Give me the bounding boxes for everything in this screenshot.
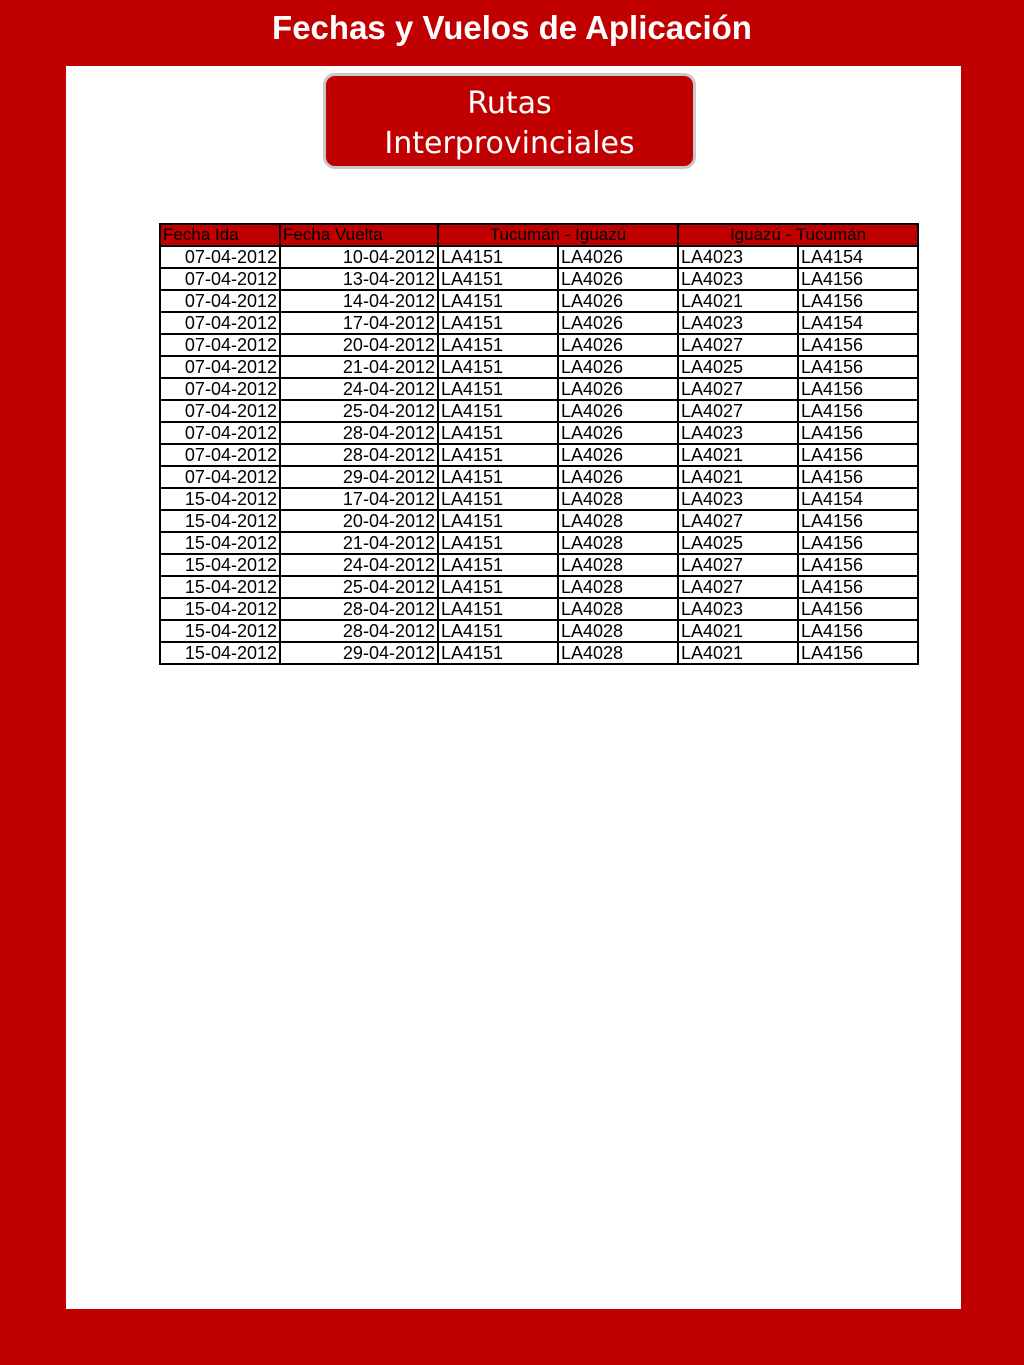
flights-table <box>159 223 919 665</box>
cell-fecha-vuelta: 14-04-2012 <box>280 290 438 312</box>
cell-vuelo-vuelta-1: LA4023 <box>678 312 798 334</box>
cell-fecha-ida: 15-04-2012 <box>160 598 280 620</box>
cell-vuelo-vuelta-1: LA4023 <box>678 246 798 268</box>
cell-fecha-ida: 07-04-2012 <box>160 312 280 334</box>
cell-vuelo-vuelta-2: LA4156 <box>798 598 918 620</box>
table-row <box>160 598 918 620</box>
cell-vuelo-vuelta-2: LA4154 <box>798 312 918 334</box>
cell-vuelo-ida-2: LA4026 <box>558 356 678 378</box>
header-tucuman-iguazu: Tucumán - Iguazú <box>438 224 678 246</box>
cell-fecha-ida: 15-04-2012 <box>160 620 280 642</box>
cell-vuelo-vuelta-2: LA4154 <box>798 488 918 510</box>
cell-vuelo-vuelta-2: LA4156 <box>798 532 918 554</box>
cell-vuelo-ida-2: LA4026 <box>558 268 678 290</box>
cell-vuelo-ida-1: LA4151 <box>438 444 558 466</box>
cell-vuelo-ida-2: LA4026 <box>558 312 678 334</box>
cell-fecha-vuelta: 28-04-2012 <box>280 422 438 444</box>
cell-vuelo-ida-2: LA4028 <box>558 642 678 664</box>
cell-vuelo-ida-1: LA4151 <box>438 532 558 554</box>
cell-vuelo-ida-1: LA4151 <box>438 246 558 268</box>
cell-vuelo-vuelta-2: LA4156 <box>798 444 918 466</box>
cell-vuelo-ida-2: LA4026 <box>558 334 678 356</box>
route-badge-line2: Interprovinciales <box>384 126 635 161</box>
table-row <box>160 334 918 356</box>
cell-vuelo-ida-2: LA4026 <box>558 290 678 312</box>
cell-fecha-vuelta: 25-04-2012 <box>280 400 438 422</box>
table-row <box>160 532 918 554</box>
cell-fecha-ida: 15-04-2012 <box>160 554 280 576</box>
header-iguazu-tucuman: Iguazú - Tucumán <box>678 224 918 246</box>
header-fecha-vuelta: Fecha Vuelta <box>280 224 438 246</box>
content-panel <box>66 66 961 1309</box>
cell-vuelo-ida-2: LA4028 <box>558 554 678 576</box>
table-header-row <box>160 224 918 246</box>
table-row <box>160 268 918 290</box>
cell-vuelo-ida-1: LA4151 <box>438 268 558 290</box>
table-row <box>160 576 918 598</box>
cell-fecha-ida: 07-04-2012 <box>160 444 280 466</box>
cell-vuelo-vuelta-1: LA4027 <box>678 334 798 356</box>
cell-vuelo-vuelta-1: LA4023 <box>678 598 798 620</box>
cell-fecha-ida: 07-04-2012 <box>160 400 280 422</box>
cell-fecha-ida: 07-04-2012 <box>160 422 280 444</box>
cell-vuelo-vuelta-2: LA4154 <box>798 246 918 268</box>
cell-fecha-ida: 15-04-2012 <box>160 576 280 598</box>
cell-vuelo-ida-1: LA4151 <box>438 378 558 400</box>
header-fecha-ida: Fecha Ida <box>160 224 280 246</box>
cell-vuelo-ida-2: LA4026 <box>558 466 678 488</box>
cell-vuelo-vuelta-1: LA4027 <box>678 510 798 532</box>
cell-fecha-vuelta: 28-04-2012 <box>280 444 438 466</box>
cell-vuelo-ida-2: LA4026 <box>558 246 678 268</box>
route-badge <box>323 73 696 169</box>
cell-vuelo-vuelta-2: LA4156 <box>798 290 918 312</box>
cell-fecha-vuelta: 17-04-2012 <box>280 312 438 334</box>
cell-vuelo-ida-1: LA4151 <box>438 554 558 576</box>
cell-vuelo-vuelta-2: LA4156 <box>798 642 918 664</box>
cell-fecha-vuelta: 21-04-2012 <box>280 356 438 378</box>
cell-fecha-vuelta: 24-04-2012 <box>280 378 438 400</box>
cell-vuelo-ida-2: LA4026 <box>558 422 678 444</box>
table-row <box>160 620 918 642</box>
cell-fecha-ida: 07-04-2012 <box>160 246 280 268</box>
cell-fecha-vuelta: 21-04-2012 <box>280 532 438 554</box>
table-row <box>160 422 918 444</box>
cell-fecha-ida: 15-04-2012 <box>160 532 280 554</box>
cell-vuelo-vuelta-2: LA4156 <box>798 510 918 532</box>
cell-vuelo-ida-2: LA4028 <box>558 532 678 554</box>
cell-vuelo-vuelta-1: LA4021 <box>678 444 798 466</box>
cell-vuelo-vuelta-1: LA4027 <box>678 554 798 576</box>
cell-fecha-ida: 15-04-2012 <box>160 510 280 532</box>
table-body <box>160 246 918 664</box>
cell-vuelo-vuelta-2: LA4156 <box>798 466 918 488</box>
table-row <box>160 554 918 576</box>
cell-vuelo-vuelta-1: LA4025 <box>678 356 798 378</box>
cell-fecha-ida: 15-04-2012 <box>160 488 280 510</box>
cell-vuelo-vuelta-2: LA4156 <box>798 334 918 356</box>
cell-vuelo-ida-1: LA4151 <box>438 510 558 532</box>
cell-vuelo-vuelta-2: LA4156 <box>798 422 918 444</box>
cell-fecha-vuelta: 25-04-2012 <box>280 576 438 598</box>
cell-vuelo-ida-1: LA4151 <box>438 576 558 598</box>
cell-vuelo-ida-1: LA4151 <box>438 356 558 378</box>
cell-fecha-vuelta: 29-04-2012 <box>280 466 438 488</box>
table-row <box>160 488 918 510</box>
cell-vuelo-vuelta-1: LA4023 <box>678 268 798 290</box>
cell-vuelo-ida-2: LA4028 <box>558 620 678 642</box>
cell-fecha-ida: 07-04-2012 <box>160 334 280 356</box>
table-row <box>160 642 918 664</box>
table-row <box>160 246 918 268</box>
cell-vuelo-ida-1: LA4151 <box>438 620 558 642</box>
cell-vuelo-vuelta-1: LA4027 <box>678 378 798 400</box>
cell-fecha-vuelta: 24-04-2012 <box>280 554 438 576</box>
cell-fecha-ida: 15-04-2012 <box>160 642 280 664</box>
page-title: Fechas y Vuelos de Aplicación <box>272 9 752 46</box>
cell-fecha-ida: 07-04-2012 <box>160 378 280 400</box>
cell-vuelo-vuelta-1: LA4021 <box>678 642 798 664</box>
cell-vuelo-vuelta-1: LA4027 <box>678 400 798 422</box>
cell-vuelo-vuelta-1: LA4027 <box>678 576 798 598</box>
cell-fecha-vuelta: 29-04-2012 <box>280 642 438 664</box>
cell-vuelo-ida-2: LA4026 <box>558 400 678 422</box>
table-row <box>160 400 918 422</box>
route-badge-line1: Rutas <box>467 86 552 121</box>
cell-fecha-ida: 07-04-2012 <box>160 466 280 488</box>
cell-vuelo-vuelta-1: LA4021 <box>678 620 798 642</box>
cell-fecha-vuelta: 13-04-2012 <box>280 268 438 290</box>
cell-vuelo-ida-2: LA4028 <box>558 576 678 598</box>
cell-vuelo-ida-1: LA4151 <box>438 312 558 334</box>
cell-vuelo-vuelta-1: LA4021 <box>678 466 798 488</box>
cell-vuelo-vuelta-1: LA4023 <box>678 422 798 444</box>
cell-vuelo-ida-2: LA4028 <box>558 598 678 620</box>
cell-fecha-vuelta: 28-04-2012 <box>280 620 438 642</box>
table-row <box>160 378 918 400</box>
cell-vuelo-vuelta-2: LA4156 <box>798 554 918 576</box>
cell-fecha-ida: 07-04-2012 <box>160 356 280 378</box>
cell-vuelo-vuelta-1: LA4023 <box>678 488 798 510</box>
cell-vuelo-ida-1: LA4151 <box>438 488 558 510</box>
cell-vuelo-ida-1: LA4151 <box>438 598 558 620</box>
cell-vuelo-ida-2: LA4026 <box>558 444 678 466</box>
cell-vuelo-ida-1: LA4151 <box>438 642 558 664</box>
cell-fecha-vuelta: 28-04-2012 <box>280 598 438 620</box>
cell-fecha-vuelta: 20-04-2012 <box>280 334 438 356</box>
cell-vuelo-ida-1: LA4151 <box>438 400 558 422</box>
table-row <box>160 510 918 532</box>
cell-vuelo-vuelta-2: LA4156 <box>798 400 918 422</box>
cell-vuelo-ida-2: LA4028 <box>558 510 678 532</box>
cell-vuelo-ida-1: LA4151 <box>438 422 558 444</box>
cell-fecha-vuelta: 10-04-2012 <box>280 246 438 268</box>
cell-vuelo-ida-1: LA4151 <box>438 290 558 312</box>
table-row <box>160 312 918 334</box>
cell-vuelo-ida-1: LA4151 <box>438 334 558 356</box>
cell-fecha-ida: 07-04-2012 <box>160 290 280 312</box>
cell-vuelo-vuelta-2: LA4156 <box>798 356 918 378</box>
cell-fecha-vuelta: 20-04-2012 <box>280 510 438 532</box>
cell-vuelo-ida-2: LA4028 <box>558 488 678 510</box>
cell-vuelo-vuelta-1: LA4025 <box>678 532 798 554</box>
table-row <box>160 444 918 466</box>
cell-vuelo-ida-2: LA4026 <box>558 378 678 400</box>
cell-vuelo-vuelta-2: LA4156 <box>798 620 918 642</box>
cell-vuelo-vuelta-2: LA4156 <box>798 378 918 400</box>
cell-vuelo-vuelta-2: LA4156 <box>798 576 918 598</box>
table-row <box>160 356 918 378</box>
cell-fecha-ida: 07-04-2012 <box>160 268 280 290</box>
cell-fecha-vuelta: 17-04-2012 <box>280 488 438 510</box>
table-row <box>160 466 918 488</box>
cell-vuelo-vuelta-1: LA4021 <box>678 290 798 312</box>
cell-vuelo-ida-1: LA4151 <box>438 466 558 488</box>
table-row <box>160 290 918 312</box>
cell-vuelo-vuelta-2: LA4156 <box>798 268 918 290</box>
